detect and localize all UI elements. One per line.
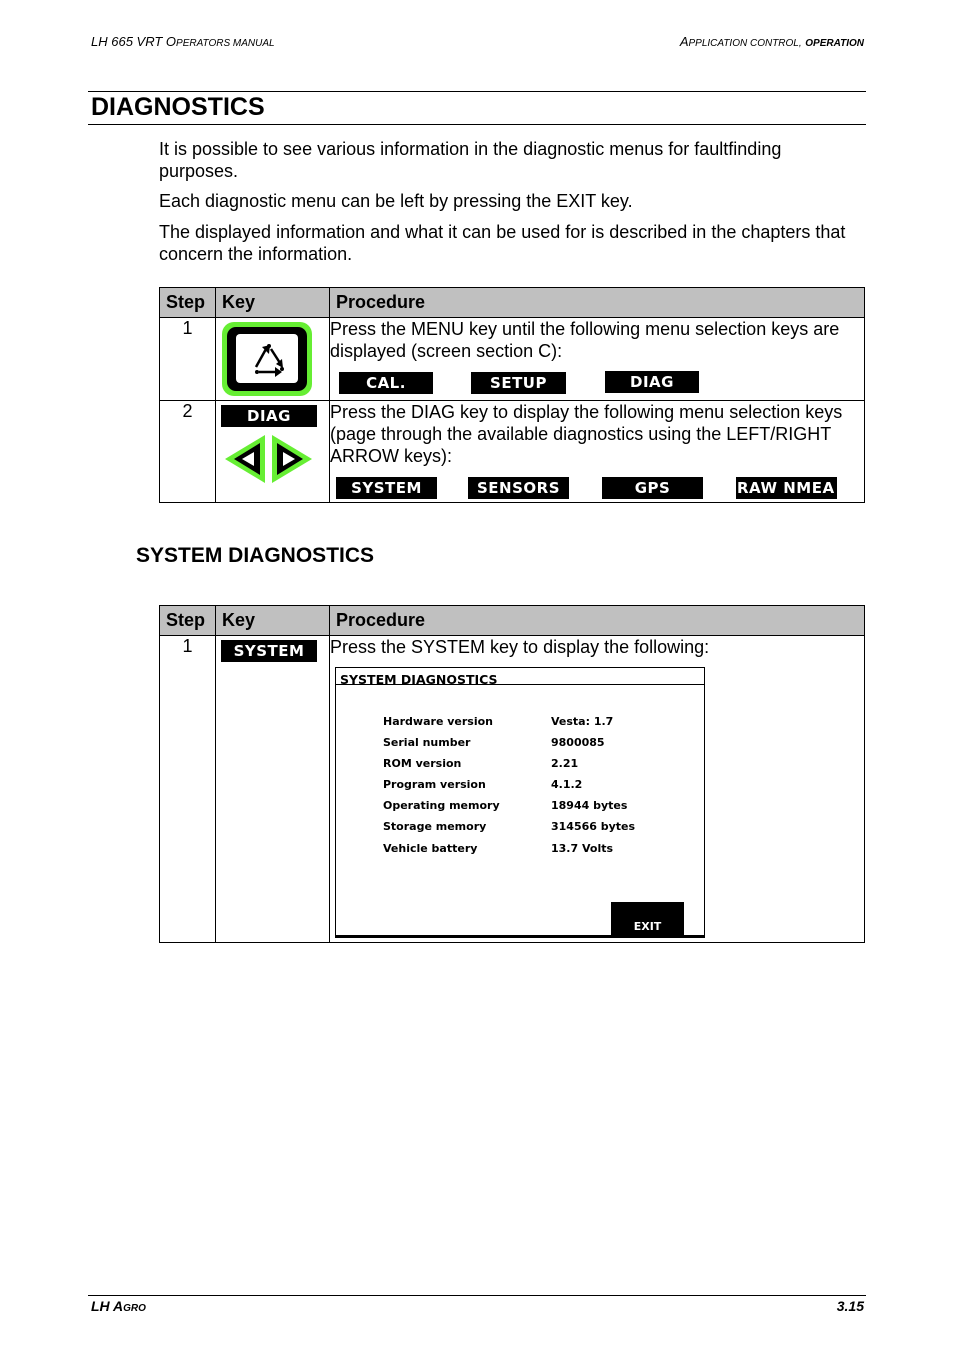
header-step: Step	[160, 606, 216, 636]
header-doc-title-sc: PERATORS MANUAL	[176, 38, 275, 49]
table-row	[160, 318, 865, 401]
header-section: OPERATION	[805, 38, 864, 49]
table-row	[160, 636, 865, 943]
key-cell	[216, 636, 330, 943]
table-row	[160, 401, 865, 503]
intro-paragraph-3: The displayed information and what it can be used for is described in the chapters that concern the information.	[159, 222, 846, 264]
table-header-row	[160, 288, 865, 318]
procedure-cell	[330, 401, 865, 503]
step-number: 2	[160, 401, 216, 503]
diag-value: Vesta: 1.7	[551, 715, 614, 728]
section-title: SYSTEM DIAGNOSTICS	[136, 544, 375, 567]
footer-rule	[88, 1295, 866, 1296]
diag-value: 13.7 Volts	[551, 842, 614, 855]
diag-label: Operating memory	[383, 799, 500, 812]
running-header-right	[680, 34, 864, 49]
page-title: DIAGNOSTICS	[91, 93, 265, 121]
gps-softkey[interactable]: GPS	[602, 477, 703, 499]
intro-paragraph-1: It is possible to see various information in the diagnostic menus for faultfinding purposes.	[159, 139, 782, 181]
screen-title-rule	[336, 684, 704, 685]
diag-value: 9800085	[551, 736, 605, 749]
diag-value: 4.1.2	[551, 778, 583, 791]
procedure-text: Press the SYSTEM key to display the following:	[330, 637, 710, 657]
key-cell	[216, 318, 330, 401]
screen-title: SYSTEM DIAGNOSTICS	[340, 672, 498, 687]
diag-label: Vehicle battery	[383, 842, 478, 855]
running-header-left	[91, 34, 275, 49]
diag-value: 18944 bytes	[551, 799, 628, 812]
footer-company-sc: GRO	[123, 1303, 146, 1314]
footer-company-main: LH A	[91, 1298, 124, 1314]
system-diagnostics-screen	[335, 667, 705, 938]
procedure-text: Press the MENU key until the following menu selection keys are displayed (screen section C):	[330, 319, 840, 361]
diag-label: Hardware version	[383, 715, 493, 728]
diag-label: Program version	[383, 778, 486, 791]
header-key: Key	[216, 288, 330, 318]
footer-company	[91, 1298, 146, 1314]
diag-softkey[interactable]: DIAG	[605, 371, 699, 393]
setup-softkey[interactable]: SETUP	[471, 372, 566, 394]
diag-value: 314566 bytes	[551, 820, 636, 833]
header-procedure: Procedure	[330, 606, 865, 636]
header-key: Key	[216, 606, 330, 636]
cal-softkey[interactable]: CAL.	[339, 372, 433, 394]
raw-nmea-softkey[interactable]: RAW NMEA	[736, 477, 837, 499]
diag-key[interactable]: DIAG	[221, 405, 317, 427]
system-key[interactable]: SYSTEM	[221, 640, 317, 662]
header-doc-title: LH 665 VRT O	[91, 34, 177, 49]
intro-paragraph-2: Each diagnostic menu can be left by pressing the EXIT key.	[159, 191, 633, 211]
procedure-text: Press the DIAG key to display the following menu selection keys (page through the available diagnostics using the LEFT/RIGHT ARROW keys):	[330, 402, 843, 466]
title-rule-bottom	[88, 124, 866, 125]
diagnostics-procedure-table	[159, 287, 865, 503]
sensors-softkey[interactable]: SENSORS	[468, 477, 569, 499]
header-step: Step	[160, 288, 216, 318]
header-chapter: A	[679, 34, 689, 49]
procedure-cell	[330, 318, 865, 401]
step-number: 1	[160, 636, 216, 943]
system-diagnostics-table	[159, 605, 865, 943]
menu-key-icon	[221, 321, 313, 397]
page-number: 3.15	[836, 1298, 864, 1314]
header-chapter-sc: PPLICATION CONTROL,	[688, 38, 802, 49]
diag-value: 2.21	[551, 757, 579, 770]
procedure-cell	[330, 636, 865, 943]
left-right-arrow-keys-icon	[221, 432, 317, 486]
header-procedure: Procedure	[330, 288, 865, 318]
diag-label: Storage memory	[383, 820, 487, 833]
key-cell	[216, 401, 330, 503]
table-header-row	[160, 606, 865, 636]
diag-label: Serial number	[383, 736, 471, 749]
exit-button[interactable]: EXIT	[611, 902, 684, 936]
step-number: 1	[160, 318, 216, 401]
diag-label: ROM version	[383, 757, 462, 770]
system-softkey[interactable]: SYSTEM	[336, 477, 437, 499]
